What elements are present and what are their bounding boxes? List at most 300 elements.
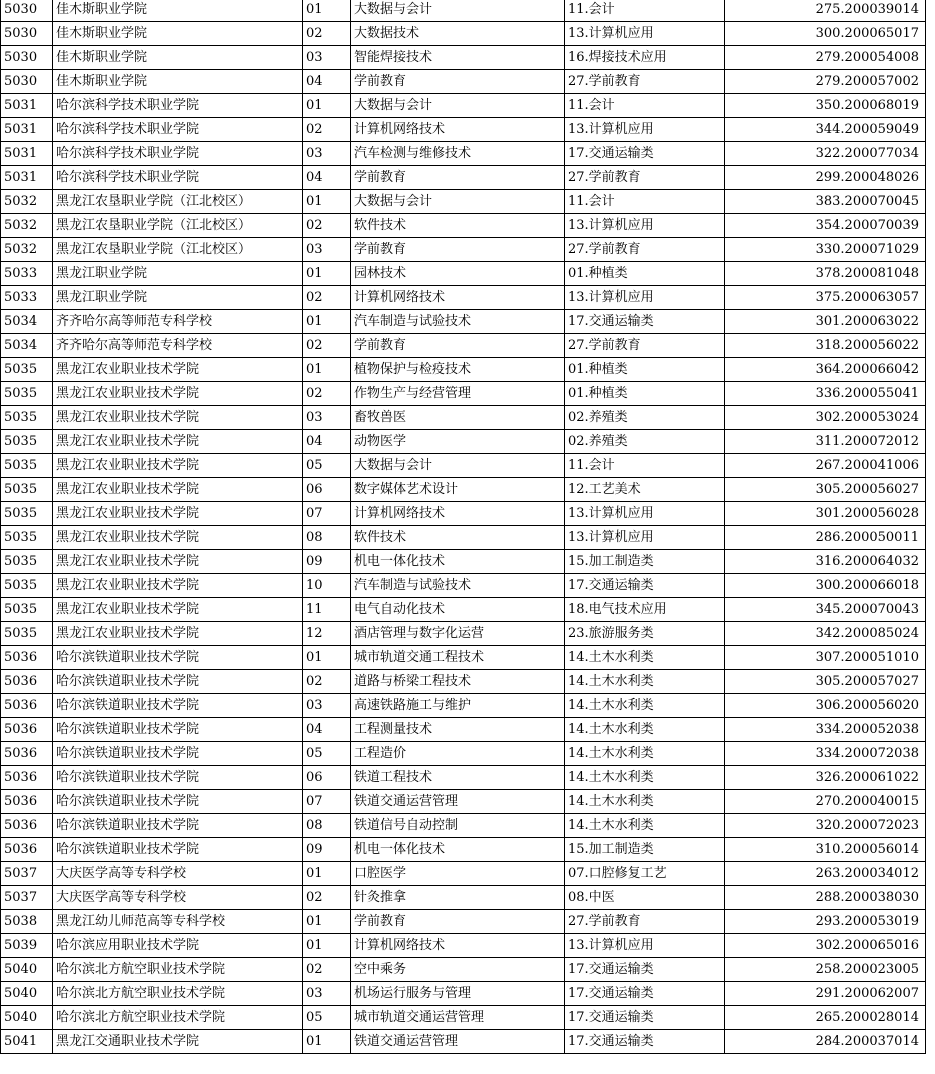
- school-name-cell: 黑龙江职业学院: [53, 262, 303, 286]
- school-name-cell: 黑龙江农垦职业学院（江北校区）: [53, 190, 303, 214]
- major-name-cell: 数字媒体艺术设计: [351, 478, 565, 502]
- category-cell: 17.交通运输类: [565, 574, 725, 598]
- school-code-cell: 5036: [1, 790, 53, 814]
- table-row: [1, 1006, 926, 1030]
- major-code-cell: 04: [303, 430, 351, 454]
- school-code-cell: 5035: [1, 598, 53, 622]
- category-cell: 02.养殖类: [565, 430, 725, 454]
- school-code-cell: 5035: [1, 574, 53, 598]
- table-row: [1, 670, 926, 694]
- major-code-cell: 02: [303, 22, 351, 46]
- category-cell: 11.会计: [565, 0, 725, 22]
- category-cell: 17.交通运输类: [565, 1006, 725, 1030]
- score-cell: 301.200056028: [725, 502, 926, 526]
- school-name-cell: 黑龙江农业职业技术学院: [53, 526, 303, 550]
- category-cell: 13.计算机应用: [565, 934, 725, 958]
- major-code-cell: 08: [303, 814, 351, 838]
- table-row: [1, 574, 926, 598]
- major-name-cell: 计算机网络技术: [351, 502, 565, 526]
- score-cell: 279.200057002: [725, 70, 926, 94]
- score-cell: 330.200071029: [725, 238, 926, 262]
- major-name-cell: 大数据与会计: [351, 0, 565, 22]
- category-cell: 27.学前教育: [565, 70, 725, 94]
- table-row: [1, 886, 926, 910]
- category-cell: 14.土木水利类: [565, 814, 725, 838]
- school-code-cell: 5035: [1, 358, 53, 382]
- table-row: [1, 94, 926, 118]
- table-row: [1, 598, 926, 622]
- score-cell: 301.200063022: [725, 310, 926, 334]
- score-cell: 302.200065016: [725, 934, 926, 958]
- table-row: [1, 142, 926, 166]
- major-code-cell: 03: [303, 406, 351, 430]
- score-cell: 305.200057027: [725, 670, 926, 694]
- score-cell: 284.200037014: [725, 1030, 926, 1054]
- school-name-cell: 哈尔滨铁道职业技术学院: [53, 838, 303, 862]
- table-row: [1, 646, 926, 670]
- table-row: [1, 694, 926, 718]
- table-row: [1, 622, 926, 646]
- school-name-cell: 黑龙江农业职业技术学院: [53, 430, 303, 454]
- major-name-cell: 铁道交通运营管理: [351, 1030, 565, 1054]
- school-name-cell: 齐齐哈尔高等师范专科学校: [53, 310, 303, 334]
- category-cell: 27.学前教育: [565, 238, 725, 262]
- score-cell: 334.200052038: [725, 718, 926, 742]
- major-name-cell: 道路与桥梁工程技术: [351, 670, 565, 694]
- major-code-cell: 11: [303, 598, 351, 622]
- school-code-cell: 5032: [1, 214, 53, 238]
- category-cell: 27.学前教育: [565, 334, 725, 358]
- score-cell: 300.200065017: [725, 22, 926, 46]
- category-cell: 17.交通运输类: [565, 982, 725, 1006]
- school-name-cell: 哈尔滨北方航空职业技术学院: [53, 958, 303, 982]
- category-cell: 13.计算机应用: [565, 22, 725, 46]
- major-name-cell: 机电一体化技术: [351, 550, 565, 574]
- score-cell: 350.200068019: [725, 94, 926, 118]
- major-code-cell: 01: [303, 934, 351, 958]
- major-name-cell: 软件技术: [351, 526, 565, 550]
- category-cell: 15.加工制造类: [565, 838, 725, 862]
- major-name-cell: 酒店管理与数字化运营: [351, 622, 565, 646]
- school-name-cell: 哈尔滨科学技术职业学院: [53, 118, 303, 142]
- major-name-cell: 计算机网络技术: [351, 286, 565, 310]
- school-code-cell: 5035: [1, 622, 53, 646]
- table-row: [1, 214, 926, 238]
- score-cell: 364.200066042: [725, 358, 926, 382]
- school-code-cell: 5032: [1, 190, 53, 214]
- school-name-cell: 佳木斯职业学院: [53, 46, 303, 70]
- category-cell: 14.土木水利类: [565, 766, 725, 790]
- major-code-cell: 01: [303, 1030, 351, 1054]
- major-name-cell: 工程测量技术: [351, 718, 565, 742]
- score-cell: 345.200070043: [725, 598, 926, 622]
- school-name-cell: 黑龙江农业职业技术学院: [53, 454, 303, 478]
- school-name-cell: 哈尔滨应用职业技术学院: [53, 934, 303, 958]
- major-code-cell: 01: [303, 94, 351, 118]
- school-name-cell: 哈尔滨科学技术职业学院: [53, 142, 303, 166]
- school-code-cell: 5036: [1, 838, 53, 862]
- school-name-cell: 哈尔滨铁道职业技术学院: [53, 718, 303, 742]
- score-cell: 270.200040015: [725, 790, 926, 814]
- score-cell: 286.200050011: [725, 526, 926, 550]
- major-code-cell: 01: [303, 862, 351, 886]
- table-row: [1, 862, 926, 886]
- school-code-cell: 5036: [1, 766, 53, 790]
- major-name-cell: 城市轨道交通运营管理: [351, 1006, 565, 1030]
- major-name-cell: 软件技术: [351, 214, 565, 238]
- major-name-cell: 汽车制造与试验技术: [351, 310, 565, 334]
- school-name-cell: 黑龙江职业学院: [53, 286, 303, 310]
- school-code-cell: 5031: [1, 166, 53, 190]
- score-cell: 300.200066018: [725, 574, 926, 598]
- category-cell: 17.交通运输类: [565, 142, 725, 166]
- major-name-cell: 畜牧兽医: [351, 406, 565, 430]
- score-cell: 322.200077034: [725, 142, 926, 166]
- score-cell: 299.200048026: [725, 166, 926, 190]
- school-name-cell: 佳木斯职业学院: [53, 0, 303, 22]
- major-code-cell: 05: [303, 1006, 351, 1030]
- major-code-cell: 02: [303, 286, 351, 310]
- table-row: [1, 310, 926, 334]
- score-cell: 279.200054008: [725, 46, 926, 70]
- school-name-cell: 哈尔滨铁道职业技术学院: [53, 766, 303, 790]
- school-name-cell: 黑龙江农业职业技术学院: [53, 502, 303, 526]
- school-code-cell: 5036: [1, 718, 53, 742]
- category-cell: 11.会计: [565, 190, 725, 214]
- score-cell: 302.200053024: [725, 406, 926, 430]
- major-name-cell: 动物医学: [351, 430, 565, 454]
- major-name-cell: 学前教育: [351, 166, 565, 190]
- table-row: [1, 718, 926, 742]
- score-cell: 336.200055041: [725, 382, 926, 406]
- school-code-cell: 5040: [1, 1006, 53, 1030]
- school-name-cell: 黑龙江交通职业技术学院: [53, 1030, 303, 1054]
- score-cell: 258.200023005: [725, 958, 926, 982]
- category-cell: 14.土木水利类: [565, 790, 725, 814]
- major-name-cell: 机场运行服务与管理: [351, 982, 565, 1006]
- major-code-cell: 03: [303, 46, 351, 70]
- major-code-cell: 02: [303, 958, 351, 982]
- category-cell: 12.工艺美术: [565, 478, 725, 502]
- major-name-cell: 空中乘务: [351, 958, 565, 982]
- major-code-cell: 03: [303, 982, 351, 1006]
- major-code-cell: 02: [303, 334, 351, 358]
- major-code-cell: 01: [303, 0, 351, 22]
- school-code-cell: 5036: [1, 694, 53, 718]
- major-code-cell: 01: [303, 310, 351, 334]
- school-name-cell: 佳木斯职业学院: [53, 22, 303, 46]
- table-row: [1, 238, 926, 262]
- table-row: [1, 406, 926, 430]
- school-code-cell: 5031: [1, 142, 53, 166]
- school-code-cell: 5037: [1, 862, 53, 886]
- school-name-cell: 哈尔滨北方航空职业技术学院: [53, 1006, 303, 1030]
- table-row: [1, 166, 926, 190]
- score-cell: 275.200039014: [725, 0, 926, 22]
- category-cell: 13.计算机应用: [565, 526, 725, 550]
- major-name-cell: 铁道交通运营管理: [351, 790, 565, 814]
- school-name-cell: 黑龙江农业职业技术学院: [53, 598, 303, 622]
- school-code-cell: 5041: [1, 1030, 53, 1054]
- category-cell: 13.计算机应用: [565, 502, 725, 526]
- school-name-cell: 黑龙江农业职业技术学院: [53, 574, 303, 598]
- major-name-cell: 大数据与会计: [351, 190, 565, 214]
- school-code-cell: 5035: [1, 454, 53, 478]
- school-name-cell: 哈尔滨铁道职业技术学院: [53, 790, 303, 814]
- table-row: [1, 118, 926, 142]
- table-row: [1, 262, 926, 286]
- school-code-cell: 5030: [1, 0, 53, 22]
- table-row: [1, 838, 926, 862]
- major-name-cell: 铁道工程技术: [351, 766, 565, 790]
- school-name-cell: 佳木斯职业学院: [53, 70, 303, 94]
- table-row: [1, 742, 926, 766]
- major-code-cell: 01: [303, 262, 351, 286]
- school-code-cell: 5036: [1, 814, 53, 838]
- major-name-cell: 大数据与会计: [351, 94, 565, 118]
- major-name-cell: 高速铁路施工与维护: [351, 694, 565, 718]
- score-cell: 354.200070039: [725, 214, 926, 238]
- category-cell: 14.土木水利类: [565, 694, 725, 718]
- school-code-cell: 5035: [1, 502, 53, 526]
- category-cell: 14.土木水利类: [565, 742, 725, 766]
- school-code-cell: 5036: [1, 646, 53, 670]
- major-code-cell: 07: [303, 790, 351, 814]
- category-cell: 14.土木水利类: [565, 670, 725, 694]
- table-row: [1, 0, 926, 22]
- table-row: [1, 982, 926, 1006]
- school-name-cell: 黑龙江幼儿师范高等专科学校: [53, 910, 303, 934]
- major-code-cell: 02: [303, 118, 351, 142]
- score-cell: 307.200051010: [725, 646, 926, 670]
- school-name-cell: 黑龙江农业职业技术学院: [53, 406, 303, 430]
- category-cell: 14.土木水利类: [565, 646, 725, 670]
- major-name-cell: 电气自动化技术: [351, 598, 565, 622]
- category-cell: 11.会计: [565, 454, 725, 478]
- category-cell: 17.交通运输类: [565, 958, 725, 982]
- school-code-cell: 5035: [1, 550, 53, 574]
- score-cell: 334.200072038: [725, 742, 926, 766]
- school-name-cell: 哈尔滨铁道职业技术学院: [53, 814, 303, 838]
- table-row: [1, 334, 926, 358]
- major-name-cell: 针灸推拿: [351, 886, 565, 910]
- score-cell: 293.200053019: [725, 910, 926, 934]
- score-cell: 342.200085024: [725, 622, 926, 646]
- major-name-cell: 园林技术: [351, 262, 565, 286]
- category-cell: 17.交通运输类: [565, 310, 725, 334]
- table-row: [1, 814, 926, 838]
- major-name-cell: 学前教育: [351, 70, 565, 94]
- school-code-cell: 5035: [1, 478, 53, 502]
- major-name-cell: 城市轨道交通工程技术: [351, 646, 565, 670]
- major-name-cell: 口腔医学: [351, 862, 565, 886]
- score-cell: 383.200070045: [725, 190, 926, 214]
- school-code-cell: 5032: [1, 238, 53, 262]
- category-cell: 27.学前教育: [565, 166, 725, 190]
- school-code-cell: 5030: [1, 22, 53, 46]
- major-code-cell: 03: [303, 142, 351, 166]
- major-name-cell: 工程造价: [351, 742, 565, 766]
- score-cell: 378.200081048: [725, 262, 926, 286]
- category-cell: 08.中医: [565, 886, 725, 910]
- school-code-cell: 5039: [1, 934, 53, 958]
- school-code-cell: 5031: [1, 118, 53, 142]
- major-code-cell: 04: [303, 718, 351, 742]
- school-code-cell: 5036: [1, 670, 53, 694]
- score-cell: 267.200041006: [725, 454, 926, 478]
- major-code-cell: 09: [303, 550, 351, 574]
- major-name-cell: 铁道信号自动控制: [351, 814, 565, 838]
- school-name-cell: 哈尔滨铁道职业技术学院: [53, 694, 303, 718]
- score-cell: 318.200056022: [725, 334, 926, 358]
- school-code-cell: 5035: [1, 406, 53, 430]
- score-cell: 265.200028014: [725, 1006, 926, 1030]
- school-code-cell: 5040: [1, 982, 53, 1006]
- table-row: [1, 22, 926, 46]
- table-row: [1, 958, 926, 982]
- major-name-cell: 机电一体化技术: [351, 838, 565, 862]
- table-row: [1, 766, 926, 790]
- table-row: [1, 790, 926, 814]
- category-cell: 01.种植类: [565, 358, 725, 382]
- score-cell: 344.200059049: [725, 118, 926, 142]
- major-code-cell: 03: [303, 694, 351, 718]
- table-row: [1, 502, 926, 526]
- school-code-cell: 5034: [1, 334, 53, 358]
- school-code-cell: 5037: [1, 886, 53, 910]
- table-row: [1, 70, 926, 94]
- school-code-cell: 5033: [1, 262, 53, 286]
- score-cell: 316.200064032: [725, 550, 926, 574]
- category-cell: 13.计算机应用: [565, 118, 725, 142]
- major-code-cell: 01: [303, 358, 351, 382]
- school-code-cell: 5033: [1, 286, 53, 310]
- major-code-cell: 04: [303, 70, 351, 94]
- major-name-cell: 学前教育: [351, 238, 565, 262]
- school-code-cell: 5031: [1, 94, 53, 118]
- table-row: [1, 550, 926, 574]
- school-name-cell: 黑龙江农业职业技术学院: [53, 550, 303, 574]
- major-name-cell: 作物生产与经营管理: [351, 382, 565, 406]
- major-code-cell: 06: [303, 766, 351, 790]
- category-cell: 16.焊接技术应用: [565, 46, 725, 70]
- school-code-cell: 5034: [1, 310, 53, 334]
- major-name-cell: 学前教育: [351, 334, 565, 358]
- category-cell: 15.加工制造类: [565, 550, 725, 574]
- major-code-cell: 01: [303, 910, 351, 934]
- major-name-cell: 汽车制造与试验技术: [351, 574, 565, 598]
- table-row: [1, 478, 926, 502]
- school-code-cell: 5040: [1, 958, 53, 982]
- category-cell: 17.交通运输类: [565, 1030, 725, 1054]
- category-cell: 01.种植类: [565, 382, 725, 406]
- score-cell: 311.200072012: [725, 430, 926, 454]
- school-code-cell: 5035: [1, 430, 53, 454]
- major-code-cell: 07: [303, 502, 351, 526]
- category-cell: 01.种植类: [565, 262, 725, 286]
- table-row: [1, 934, 926, 958]
- table-row: [1, 430, 926, 454]
- school-name-cell: 黑龙江农业职业技术学院: [53, 382, 303, 406]
- school-name-cell: 哈尔滨科学技术职业学院: [53, 94, 303, 118]
- major-name-cell: 计算机网络技术: [351, 934, 565, 958]
- category-cell: 07.口腔修复工艺: [565, 862, 725, 886]
- school-name-cell: 哈尔滨北方航空职业技术学院: [53, 982, 303, 1006]
- score-cell: 305.200056027: [725, 478, 926, 502]
- school-name-cell: 大庆医学高等专科学校: [53, 886, 303, 910]
- school-name-cell: 哈尔滨科学技术职业学院: [53, 166, 303, 190]
- table-body: [1, 0, 926, 1054]
- school-name-cell: 哈尔滨铁道职业技术学院: [53, 742, 303, 766]
- category-cell: 27.学前教育: [565, 910, 725, 934]
- category-cell: 13.计算机应用: [565, 286, 725, 310]
- score-cell: 263.200034012: [725, 862, 926, 886]
- score-cell: 306.200056020: [725, 694, 926, 718]
- school-name-cell: 哈尔滨铁道职业技术学院: [53, 646, 303, 670]
- score-cell: 291.200062007: [725, 982, 926, 1006]
- school-code-cell: 5035: [1, 526, 53, 550]
- school-code-cell: 5038: [1, 910, 53, 934]
- score-cell: 288.200038030: [725, 886, 926, 910]
- school-name-cell: 黑龙江农垦职业学院（江北校区）: [53, 238, 303, 262]
- school-name-cell: 黑龙江农业职业技术学院: [53, 478, 303, 502]
- major-code-cell: 09: [303, 838, 351, 862]
- major-name-cell: 学前教育: [351, 910, 565, 934]
- score-cell: 310.200056014: [725, 838, 926, 862]
- major-name-cell: 大数据与会计: [351, 454, 565, 478]
- major-code-cell: 08: [303, 526, 351, 550]
- school-code-cell: 5030: [1, 46, 53, 70]
- table-row: [1, 1030, 926, 1054]
- major-name-cell: 智能焊接技术: [351, 46, 565, 70]
- school-code-cell: 5036: [1, 742, 53, 766]
- major-code-cell: 01: [303, 646, 351, 670]
- category-cell: 23.旅游服务类: [565, 622, 725, 646]
- score-cell: 326.200061022: [725, 766, 926, 790]
- major-code-cell: 02: [303, 886, 351, 910]
- major-code-cell: 02: [303, 670, 351, 694]
- school-code-cell: 5030: [1, 70, 53, 94]
- category-cell: 11.会计: [565, 94, 725, 118]
- major-name-cell: 汽车检测与维修技术: [351, 142, 565, 166]
- major-code-cell: 03: [303, 238, 351, 262]
- table-row: [1, 46, 926, 70]
- score-cell: 320.200072023: [725, 814, 926, 838]
- school-name-cell: 黑龙江农业职业技术学院: [53, 622, 303, 646]
- major-code-cell: 02: [303, 214, 351, 238]
- major-name-cell: 植物保护与检疫技术: [351, 358, 565, 382]
- major-code-cell: 04: [303, 166, 351, 190]
- table-row: [1, 382, 926, 406]
- table-row: [1, 190, 926, 214]
- score-cell: 375.200063057: [725, 286, 926, 310]
- school-name-cell: 黑龙江农业职业技术学院: [53, 358, 303, 382]
- major-code-cell: 05: [303, 454, 351, 478]
- major-name-cell: 大数据技术: [351, 22, 565, 46]
- major-code-cell: 05: [303, 742, 351, 766]
- table-row: [1, 454, 926, 478]
- table-row: [1, 358, 926, 382]
- school-name-cell: 黑龙江农垦职业学院（江北校区）: [53, 214, 303, 238]
- major-code-cell: 10: [303, 574, 351, 598]
- school-code-cell: 5035: [1, 382, 53, 406]
- major-code-cell: 01: [303, 190, 351, 214]
- category-cell: 18.电气技术应用: [565, 598, 725, 622]
- category-cell: 13.计算机应用: [565, 214, 725, 238]
- major-name-cell: 计算机网络技术: [351, 118, 565, 142]
- table-row: [1, 526, 926, 550]
- school-name-cell: 大庆医学高等专科学校: [53, 862, 303, 886]
